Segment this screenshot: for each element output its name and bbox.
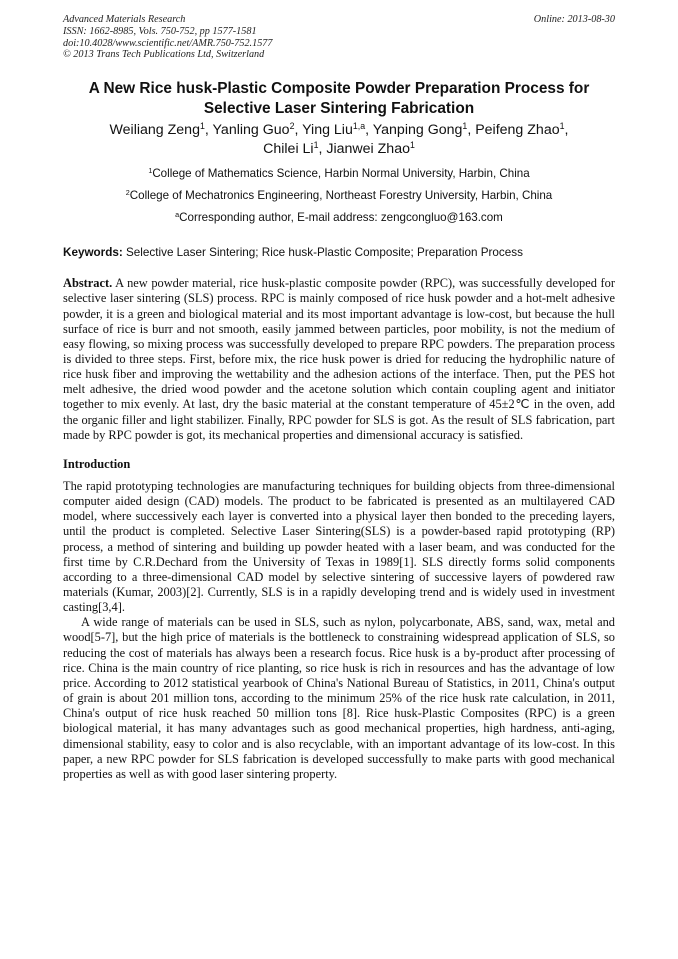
online-date: Online: 2013-08-30: [533, 14, 615, 25]
keywords-text: Selective Laser Sintering; Rice husk-Plastic Composite; Preparation Process: [126, 246, 523, 260]
author: Weiliang Zeng: [109, 122, 200, 139]
author-affiliation-mark: 1: [313, 140, 319, 151]
abstract: [63, 276, 615, 443]
author-list: Weiliang Zeng$^1$, Yanling Guo$^2$, Ying Liu$^{1,a}$, Yanping Gong$^1$, Peifeng Zhao$^1$, Chilei Li$^1$, Jianwei Zhao$^1$: [109, 121, 569, 158]
affiliation-mark: 2: [125, 188, 130, 198]
paper-page: [63, 14, 615, 782]
corresponding-author: [63, 210, 615, 226]
author: Peifeng Zhao: [475, 122, 560, 139]
author-affiliation-mark: 1: [559, 121, 565, 132]
journal-name: Advanced Materials Research: [63, 14, 186, 25]
author: Ying Liu: [302, 122, 353, 139]
copyright-line: © 2013 Trans Tech Publications Ltd, Switzerland: [63, 49, 265, 61]
introduction-paragraph: The rapid prototyping technologies are manufacturing techniques for building objects from three-dimensional computer aided design (CAD) models. The product to be fabricated is presented as an multilayered CAD model, where successively each layer is converted into a physical layer then bonded to the preceding layers, until the product is completed. Selective Laser Sintering(SLS) is a powder-based rapid prototyping (RP) process, a method of sintering and building up powder heated with a laser beam, and was conducted for the first time by C.R.Dechard from the University of Texas in 1989[1]. SLS directly forms solid components according to a three-dimensional CAD model by selective sintering of successive layers of powdered raw materials (Kumar, 2003)[2]. Currently, SLS is in a rapidly developing trend and is widely used in investment casting[3,4].: [63, 478, 615, 615]
affiliation-text: College of Mathematics Science, Harbin Normal University, Harbin, China: [152, 167, 530, 181]
author-affiliation-mark: 1: [462, 121, 468, 132]
affiliation-text: College of Mechatronics Engineering, Northeast Forestry University, Harbin, China: [129, 189, 553, 203]
issn-line: ISSN: 1662-8985, Vols. 750-752, pp 1577-1581: [63, 25, 257, 37]
title-line-1: A New Rice husk-Plastic Composite Powder Preparation Process for: [88, 80, 590, 98]
author-affiliation-mark: 2: [289, 121, 295, 132]
author: Yanling Guo: [212, 122, 290, 139]
author-affiliation-mark: 1: [409, 140, 415, 151]
author: Chilei Li: [263, 141, 314, 158]
abstract-text: A new powder material, rice husk-plastic composite powder (RPC), was successfully developed for selective laser sintering (SLS) process. RPC is mainly composed of rice husk powder and a hot-melt adhesive powder, it is a green and biological material and its most important advantage is low-cost, but because the hull surface of rice is burr and not smooth, easily jammed between particles, poor mobility, is not the medium of easy flowing, so mixing process was successfully developed to prepare RPC powders. The preparation process is divided to three steps. First, before mix, the rice husk power is dried for reducing the hydrophilic nature of rice husk fiber and improving the wettability and the adhesion actions of the interface. Then, put the PES hot melt adhesive, the dried wood powder and the acetone solution which contain coupling agent and initiator together to mix evenly. At last, dry the basic material at the constant temperature of 45±2℃ in the oven, add the organic filler and light stabilizer. Finally, RPC powder for SLS is got. As the result of SLS fabrication, part made by RPC powder is got, its mechanical properties and dimensional accuracy is satisfied.: [63, 276, 615, 442]
author-affiliation-mark: 1: [199, 121, 205, 132]
section-heading-introduction: Introduction: [63, 456, 131, 471]
author: Jianwei Zhao: [326, 141, 410, 158]
author: Yanping Gong: [372, 122, 463, 139]
affiliation: [63, 166, 615, 182]
introduction-paragraph: A wide range of materials can be used in SLS, such as nylon, polycarbonate, ABS, sand, wax, metal and wood[5-7], but the high price of materials is the bottleneck to constraining widespread application of SLS, so reducing the cost of materials has always been a research focus. Rice husk is a by-product after processing of rice. China is the main country of rice planting, so rice husk is rich in resources and has the advantage of low price. According to 2012 statistical yearbook of China's National Bureau of Statistics, in 2011, China's output of grain is about 201 million tons, according to the minimum 25% of the rice husk rate calculation, in 2011, China's output of rice husk reached 50 million tons [8]. Rice husk-Plastic Composites (RPC) is a green biological material, it has many advantages such as good mechanical properties, high hardness, anti-aging, dimensional stability, easy to color and is also recyclable, with an important advantage of its low-cost. In this paper, a new RPC powder for SLS fabrication is developed successfully to make parts with good mechanical properties as well as with good laser sintering property.: [63, 615, 615, 781]
keywords-label: Keywords:: [63, 246, 123, 260]
doi-line: doi:10.4028/www.scientific.net/AMR.750-752.1577: [63, 37, 273, 49]
journal-header: [63, 14, 615, 61]
affiliation: [63, 188, 615, 204]
paper-title: [63, 79, 615, 118]
keywords: [63, 245, 615, 260]
affiliation-mark: 1: [148, 166, 153, 176]
abstract-label: Abstract.: [63, 276, 113, 291]
corresponding-author-text: Corresponding author, E-mail address: zengcongluo@163.com: [179, 211, 503, 225]
affiliation-mark: a: [175, 210, 180, 220]
title-line-2: Selective Laser Sintering Fabrication: [203, 99, 475, 117]
author-affiliation-mark: 1,a: [352, 121, 366, 132]
